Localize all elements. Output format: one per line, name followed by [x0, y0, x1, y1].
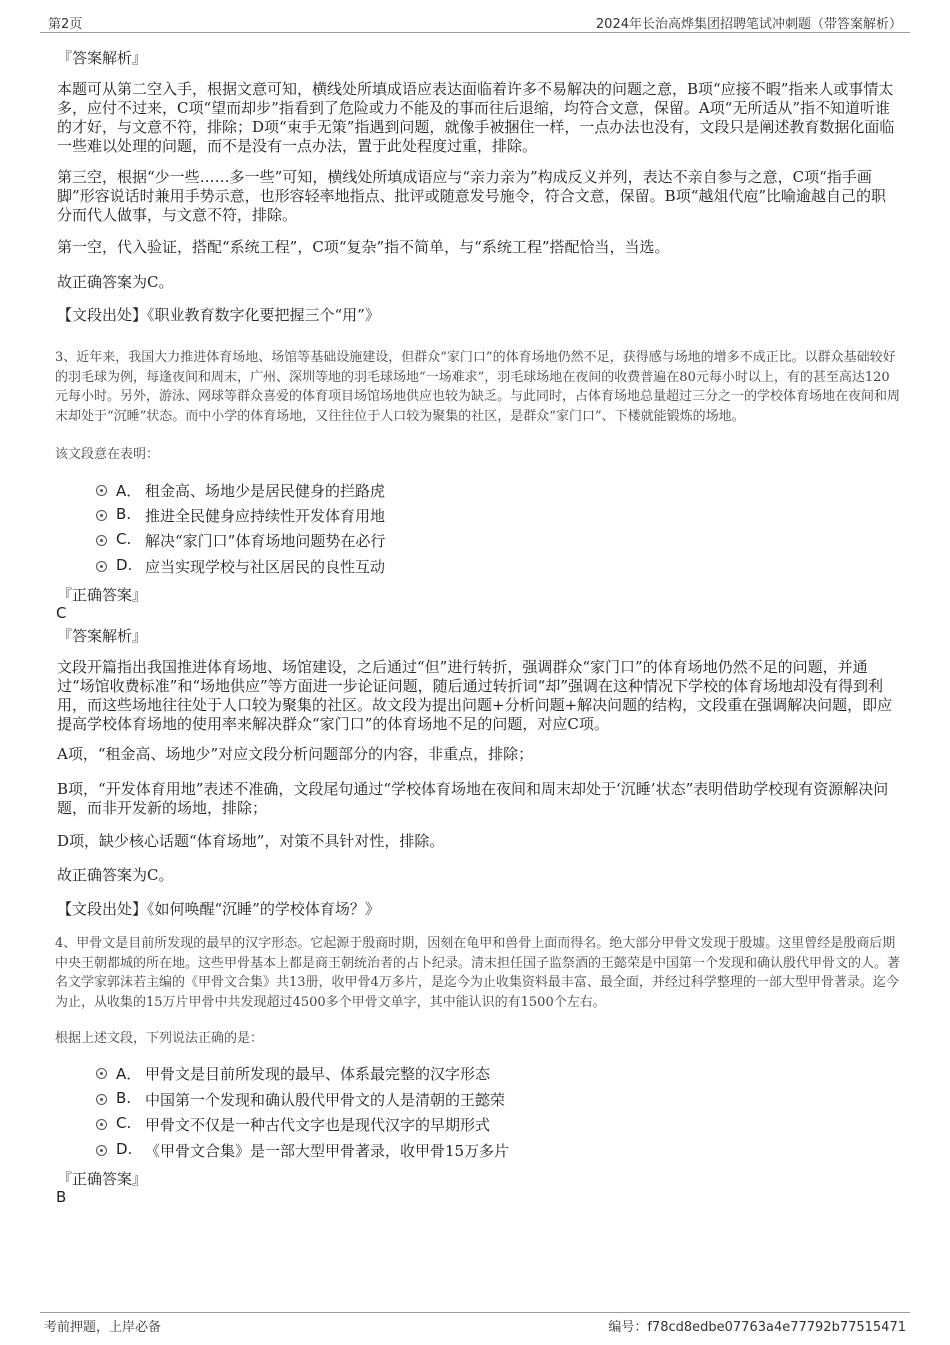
q2-analysis-p2: 第三空，根据“少一些……多一些”可知，横线处所填成语应与“亲力亲为”构成反义并列，表达不亲自参与之意，C项“指手画脚”形容说话时兼用手势示意，也形容轻率地指点、批评或随意发号施令，符合文意，保留。B项“越俎代庖”比喻逾越自己的职分而代人做事，与文意不符，排除。	[57, 168, 887, 224]
q3-analysis-p4: D项，缺少核心话题“体育场地”，对策不具针对性，排除。	[57, 832, 445, 850]
radio-button-icon[interactable]	[96, 535, 107, 546]
radio-button-icon[interactable]	[96, 561, 107, 572]
radio-button-icon[interactable]	[96, 1145, 107, 1156]
q3-analysis-p1: 文段开篇指出我国推进体育场地、场馆建设，之后通过“但”进行转折，强调群众“家门口”的体育场地仍然不足的问题，并通过“场馆收费标准”和“场地供应”等方面进一步论证问题，随后通过转折词“却”强调在这种情况下学校的体育场地却没有得到利用，而这些场地往往处于人口较为聚集的社区。故文段为提出问题+分析问题+解决问题的结构，文段重在强调解决问题，即应提高学校体育场地的使用率来解决群众“家门口”的体育场地不足的问题，对应C项。	[57, 658, 893, 733]
page-number: 第2页	[48, 17, 83, 32]
correct-answer-label: 『正确答案』	[57, 1170, 148, 1188]
q2-conclusion: 故正确答案为C。	[57, 273, 174, 291]
page-header	[40, 10, 910, 33]
page-footer	[40, 1312, 910, 1335]
analysis-label: 『答案解析』	[57, 49, 148, 67]
footer-note: 考前押题，上岸必备	[44, 1320, 162, 1335]
q3-passage: 3、近年来，我国大力推进体育场地、场馆等基础设施建设，但群众“家门口”的体育场地仍然不足，获得感与场地的增多不成正比。以群众基础较好的羽毛球为例，每逢夜间和周末，广州、深圳等地的羽毛球场地“一场难求”，羽毛球场地在夜间的收费普遍在80元每小时以上，有的甚至高达120元每小时。另外，游泳、网球等群众喜爱的体育项目场馆场地供应也较为缺乏。与此同时，占体育场地总量超过三分之一的学校体育场地在夜间和周末却处于“沉睡”状态。而中小学的体育场地，又往往位于人口较为聚集的社区，是群众“家门口”、下楼就能锻炼的场地。	[55, 350, 901, 424]
q2-analysis-p1: 本题可从第二空入手，根据文意可知，横线处所填成语应表达面临着许多不易解决的问题之意，B项“应接不暇”指来人或事情太多，应付不过来，C项“望而却步”指看到了危险或力不能及的事而往后退缩，均符合文意，保留。A项“无所适从”指不知道听谁的才好，与文意不符，排除；D项“束手无策”指遇到问题，就像手被捆住一样，一点办法也没有，文段只是阐述教育数据化面临一些难以处理的问题，而不是没有一点办法，置于此处程度过重，排除。	[57, 80, 895, 155]
radio-button-icon[interactable]	[96, 1119, 107, 1130]
document-title: 2024年长治高烨集团招聘笔试冲刺题（带答案解析）	[595, 17, 902, 32]
document-code: 编号：f78cd8edbe07763a4e77792b77515471	[608, 1320, 906, 1335]
radio-button-icon[interactable]	[96, 510, 107, 521]
radio-button-icon[interactable]	[96, 485, 107, 496]
q4-correct-answer: B	[56, 1188, 67, 1206]
q3-analysis-p3: B项，“开发体育用地”表述不准确，文段尾句通过“学校体育场地在夜间和周末却处于‘沉睡’状态”表明借助学校现有资源解决问题，而非开发新的场地，排除；	[57, 780, 889, 817]
q4-passage: 4、甲骨文是目前所发现的最早的汉字形态。它起源于殷商时期，因刻在龟甲和兽骨上面而得名。绝大部分甲骨文发现于殷墟。这里曾经是殷商后期中央王朝都城的所在地。这些甲骨基本上都是商王朝统治者的占卜纪录。清末担任国子监祭酒的王懿荣是中国第一个发现和确认殷代甲骨文的人。著名文学家郭沫若主编的《甲骨文合集》共13册，收甲骨4万多片，是迄今为止收集资料最丰富、最全面，并经过科学整理的一部大型甲骨著录。迄今为止，从收集的15万片甲骨中共发现超过4500多个甲骨文单字，其中能认识的有1500个左右。	[55, 936, 901, 1010]
q3-conclusion: 故正确答案为C。	[57, 866, 174, 884]
correct-answer-label: 『正确答案』	[57, 586, 148, 604]
q4-prompt: 根据上述文段，下列说法正确的是：	[55, 1031, 264, 1046]
radio-button-icon[interactable]	[96, 1094, 107, 1105]
q2-analysis-p3: 第一空，代入验证，搭配“系统工程”，C项“复杂”指不简单，与“系统工程”搭配恰当，当选。	[57, 238, 670, 256]
q3-source: 【文段出处】《如何唤醒“沉睡”的学校体育场？》	[57, 900, 380, 918]
q3-analysis-p2: A项，“租金高、场地少”对应文段分析问题部分的内容，非重点，排除；	[57, 745, 534, 763]
analysis-label: 『答案解析』	[57, 627, 148, 645]
q3-prompt: 该文段意在表明：	[55, 447, 160, 462]
q3-correct-answer: C	[56, 604, 67, 622]
radio-button-icon[interactable]	[96, 1068, 107, 1079]
q2-source: 【文段出处】《职业教育数字化要把握三个“用”》	[57, 306, 380, 324]
